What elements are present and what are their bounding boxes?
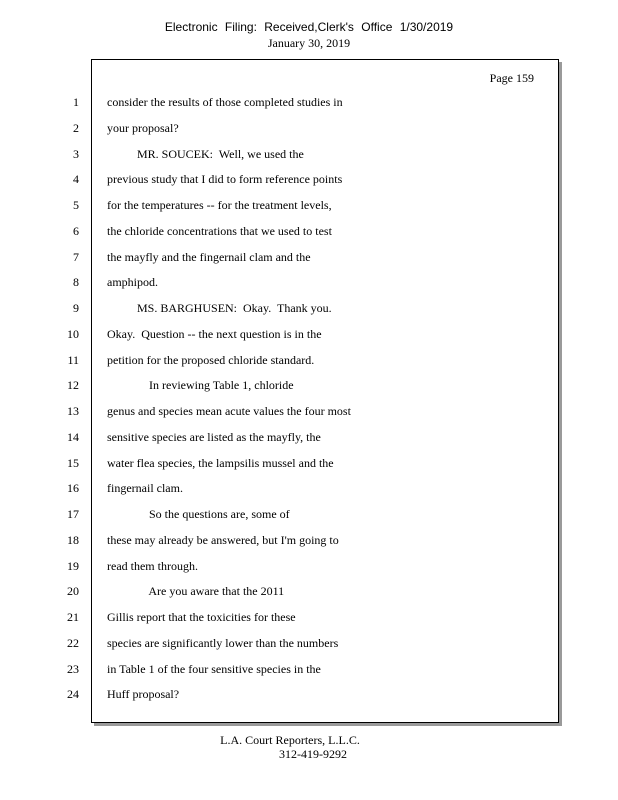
transcript-line: for the temperatures -- for the treatment levels, [107,198,332,212]
transcript-line: In reviewing Table 1, chloride [107,378,294,392]
transcript-line: Huff proposal? [107,687,180,701]
transcript-line: these may already be answered, but I'm going to [107,533,339,547]
line-number: 13 [67,404,79,418]
transcript-line: Okay. Question -- the next question is in the [107,327,322,341]
line-number: 3 [73,147,79,161]
transcript-line: sensitive species are listed as the mayfly, the [107,430,321,444]
line-number: 24 [67,687,79,701]
transcript-line: So the questions are, some of [107,507,290,521]
court-reporter-phone: 312-419-9292 [279,747,347,761]
transcript-line: previous study that I did to form reference points [107,172,343,186]
line-number: 10 [67,327,79,341]
line-number: 14 [67,430,79,444]
line-number: 4 [73,172,79,186]
line-number: 19 [67,559,79,573]
transcript-line: the chloride concentrations that we used to test [107,224,332,238]
line-number: 17 [67,507,79,521]
line-number: 22 [67,636,79,650]
line-number: 15 [67,456,79,470]
line-number: 9 [73,301,79,315]
transcript-line: Gillis report that the toxicities for these [107,610,296,624]
transcript-line: read them through. [107,559,198,573]
transcript-line: MR. SOUCEK: Well, we used the [107,147,304,161]
line-number: 20 [67,584,79,598]
line-number: 18 [67,533,79,547]
filing-date: January 30, 2019 [267,36,351,50]
line-number: 1 [73,95,79,109]
transcript-line: petition for the proposed chloride standard. [107,353,315,367]
line-number: 5 [73,198,79,212]
line-number: 2 [73,121,79,135]
transcript-line: MS. BARGHUSEN: Okay. Thank you. [107,301,332,315]
transcript-line: genus and species mean acute values the four most [107,404,351,418]
line-number: 6 [73,224,79,238]
line-number: 12 [67,378,79,392]
transcript-line: Are you aware that the 2011 [107,584,285,598]
page-number: Page 159 [489,71,534,85]
line-number: 8 [73,275,79,289]
court-reporter-name: L.A. Court Reporters, L.L.C. [220,733,360,747]
line-number: 16 [67,481,79,495]
transcript-line: in Table 1 of the four sensitive species in the [107,662,321,676]
line-number: 21 [67,610,79,624]
line-number: 23 [67,662,79,676]
transcript-line: water flea species, the lampsilis mussel and the [107,456,334,470]
line-number: 7 [73,250,79,264]
line-number: 11 [67,353,79,367]
transcript-line: your proposal? [107,121,179,135]
transcript-line: consider the results of those completed studies in [107,95,343,109]
filing-stamp: Electronic Filing: Received,Clerk's Office 1/30/2019 [164,20,454,34]
transcript-line: species are significantly lower than the numbers [107,636,339,650]
transcript-line: the mayfly and the fingernail clam and the [107,250,311,264]
transcript-line: fingernail clam. [107,481,183,495]
transcript-line: amphipod. [107,275,158,289]
